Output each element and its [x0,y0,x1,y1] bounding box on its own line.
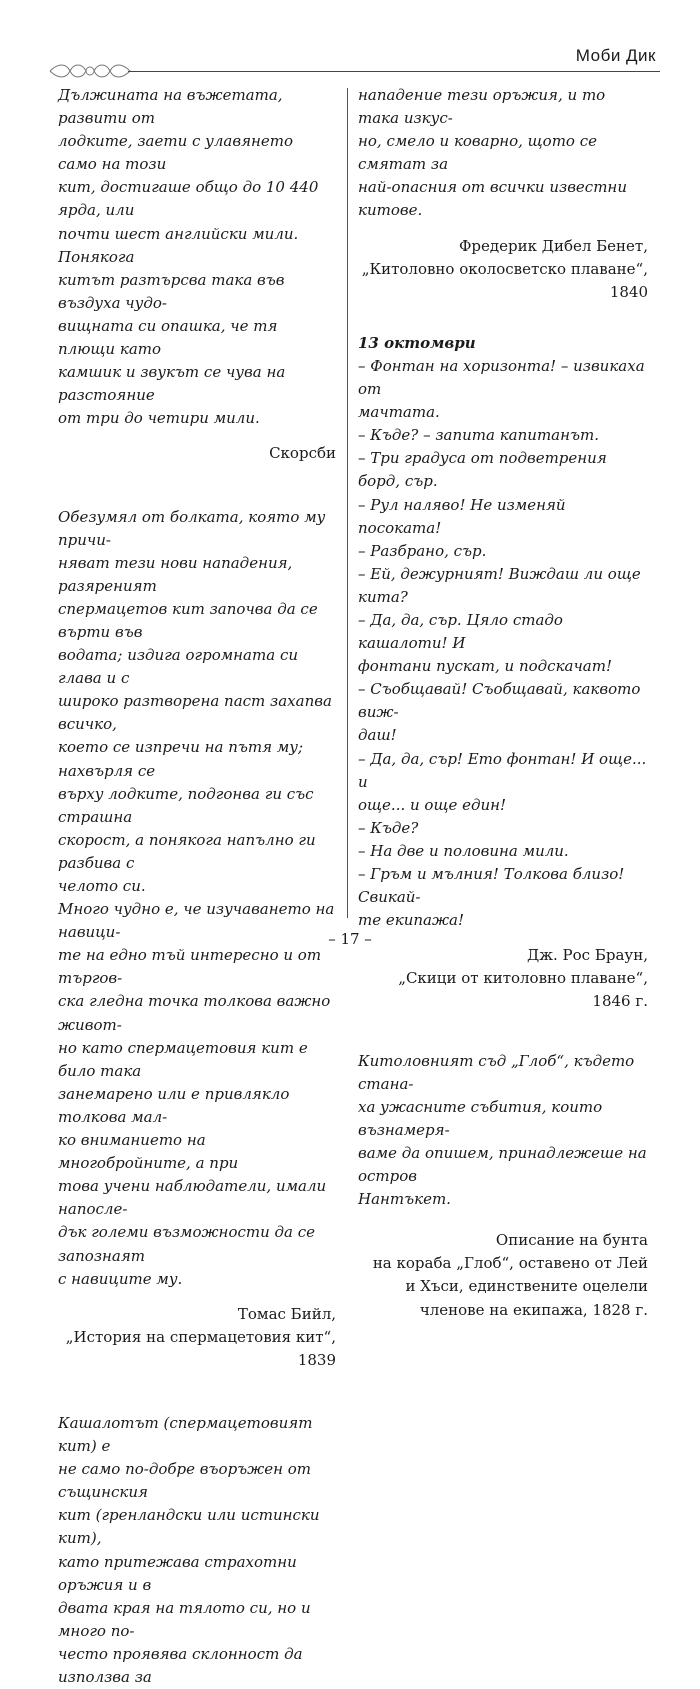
text-line: това учени наблюдатели, имали напосле- [58,1177,327,1219]
text-line: лодките, заети с улавянето само на този [58,132,294,174]
quote-author: Фредерик Дибел Бенет, [458,236,648,255]
text-line: Китоловният съд „Глоб“, където стана- [358,1051,635,1093]
text-line: мачтата. [358,403,440,422]
quote-author: Скорсби [269,444,336,463]
text-line: даш! [358,726,397,745]
quote-browne [358,355,648,932]
text-line: почти шест английски мили. Понякога [58,224,299,266]
text-line: челото си. [58,877,146,895]
text-line: фонтани пускат, и подскачат! [358,657,613,676]
quote-source: „Китоловно околосветско плаване“, 1840 [361,259,648,301]
text-line: – Три градуса от подветрения борд, сър. [358,449,607,491]
text-line: – На две и половина мили. [358,841,569,860]
quote-author: Томас Бийл, [237,1304,336,1323]
quote-globe [358,1050,648,1212]
text-line: често проявява склонност да използва за [58,1644,303,1686]
text-line: Много чудно е, че изучаването на навици- [58,900,335,942]
text-line: ха ужасните събития, които възнамеря- [358,1097,603,1139]
text-line: кит, достигаше общо до 10 440 ярда, или [58,178,319,220]
quote-source-block [358,1229,648,1321]
quote-source: „История на спермацетовия кит“, 1839 [65,1327,336,1369]
source-line: членове на екипажа, 1828 г. [419,1300,648,1319]
text-line: двата края на тялото си, но и много по- [58,1598,311,1640]
text-line: те на едно тъй интересно и от търгов- [58,946,322,988]
column-divider [347,88,348,918]
left-column [58,84,336,1689]
text-line: кит (гренландски или истински кит), [58,1506,320,1548]
source-line: на кораба „Глоб“, оставено от Лей [372,1254,648,1273]
text-line: скорост, а понякога напълно ги разбива с [58,830,316,872]
quote-bennett-part2 [358,84,648,223]
text-line: вищната си опашка, че тя плющи като [58,316,278,359]
text-line: ко вниманието на многобройните, а при [58,1131,239,1173]
text-line: – Съобщавай! Съобщавай, каквото виж- [358,680,641,722]
right-column [358,84,648,1322]
text-line: – Фонтан на хоризонта! – извикаха от [358,356,645,399]
text-line: водата; издига огромната си глава и с [58,646,298,688]
text-line: което се изпречи на пътя му; нахвърля се [58,738,304,780]
quote-beale [58,506,336,1291]
page-number: – 17 – [328,930,372,948]
text-line: китът разтърсва така във въздуха чудо- [58,270,285,312]
text-line: те екипажа! [358,911,464,930]
text-line: ска гледна точка толкова важно живот- [58,992,331,1034]
text-line: върху лодките, подгонва ги със страшна [58,784,314,826]
text-line: ваме да опишем, принадлежеше на остров [358,1143,647,1186]
text-line: Дължината на въжетата, развити от [58,86,283,128]
quote-author: Дж. Рос Браун, [527,946,648,965]
text-line: спермацетов кит започва да се върти във [58,599,318,641]
running-header-title: Моби Дик [575,46,656,65]
text-line: нападение тези оръжия, и то така изкус- [358,86,606,128]
header-rule [128,71,660,72]
text-line: като притежава страхотни оръжия и в [58,1552,297,1594]
text-line: – Ей, дежурният! Виждаш ли още кита? [358,564,641,606]
text-line: – Разбрано, сър. [358,541,487,560]
text-line: с навиците му. [58,1269,183,1288]
text-line: – Къде? [358,818,419,837]
text-line: още... и още един! [358,795,507,814]
text-line: широко разтворена паст захапва всичко, [58,692,332,734]
text-line: – Рул наляво! Не изменяй посоката! [358,495,566,537]
text-line: най-опасния от всички известни китове. [358,178,627,220]
source-line: Описание на бунта [495,1231,648,1250]
text-line: – Гръм и мълния! Толкова близо! Свикай- [358,865,625,907]
log-date: 13 октомври [358,333,476,352]
text-line: не само по-добре въоръжен от същинския [58,1460,311,1502]
text-line: Нантъкет. [358,1190,451,1209]
text-line: – Да, да, сър! Ето фонтан! И още... и [358,749,647,791]
text-line: дък големи възможности да се запознаят [58,1223,316,1265]
quote-bennett-part1 [58,1412,336,1689]
text-line: – Къде? – запита капитанът. [358,426,599,445]
text-line: занемарено или е привлякло толкова мал- [58,1084,290,1126]
text-line: Обезумял от болката, която му причи- [58,507,326,549]
source-line: и Хъси, единствените оцелели [405,1277,648,1296]
text-line: камшик и звукът се чува на разстояние [58,363,286,405]
text-line: Кашалотът (спермацетовият кит) е [58,1413,313,1456]
text-line: но като спермацетовия кит е било така [58,1038,308,1080]
quote-source: „Скици от китоловно плаване“, 1846 г. [398,969,648,1011]
ornament-icon [48,60,132,82]
quote-scoresby [58,84,336,430]
text-line: – Да, да, сър. Цяло стадо кашалоти! И [358,610,563,653]
text-line: но, смело и коварно, щото се смятат за [358,132,597,174]
text-line: от три до четири мили. [58,409,260,428]
text-line: няват тези нови нападения, разяреният [58,553,293,595]
